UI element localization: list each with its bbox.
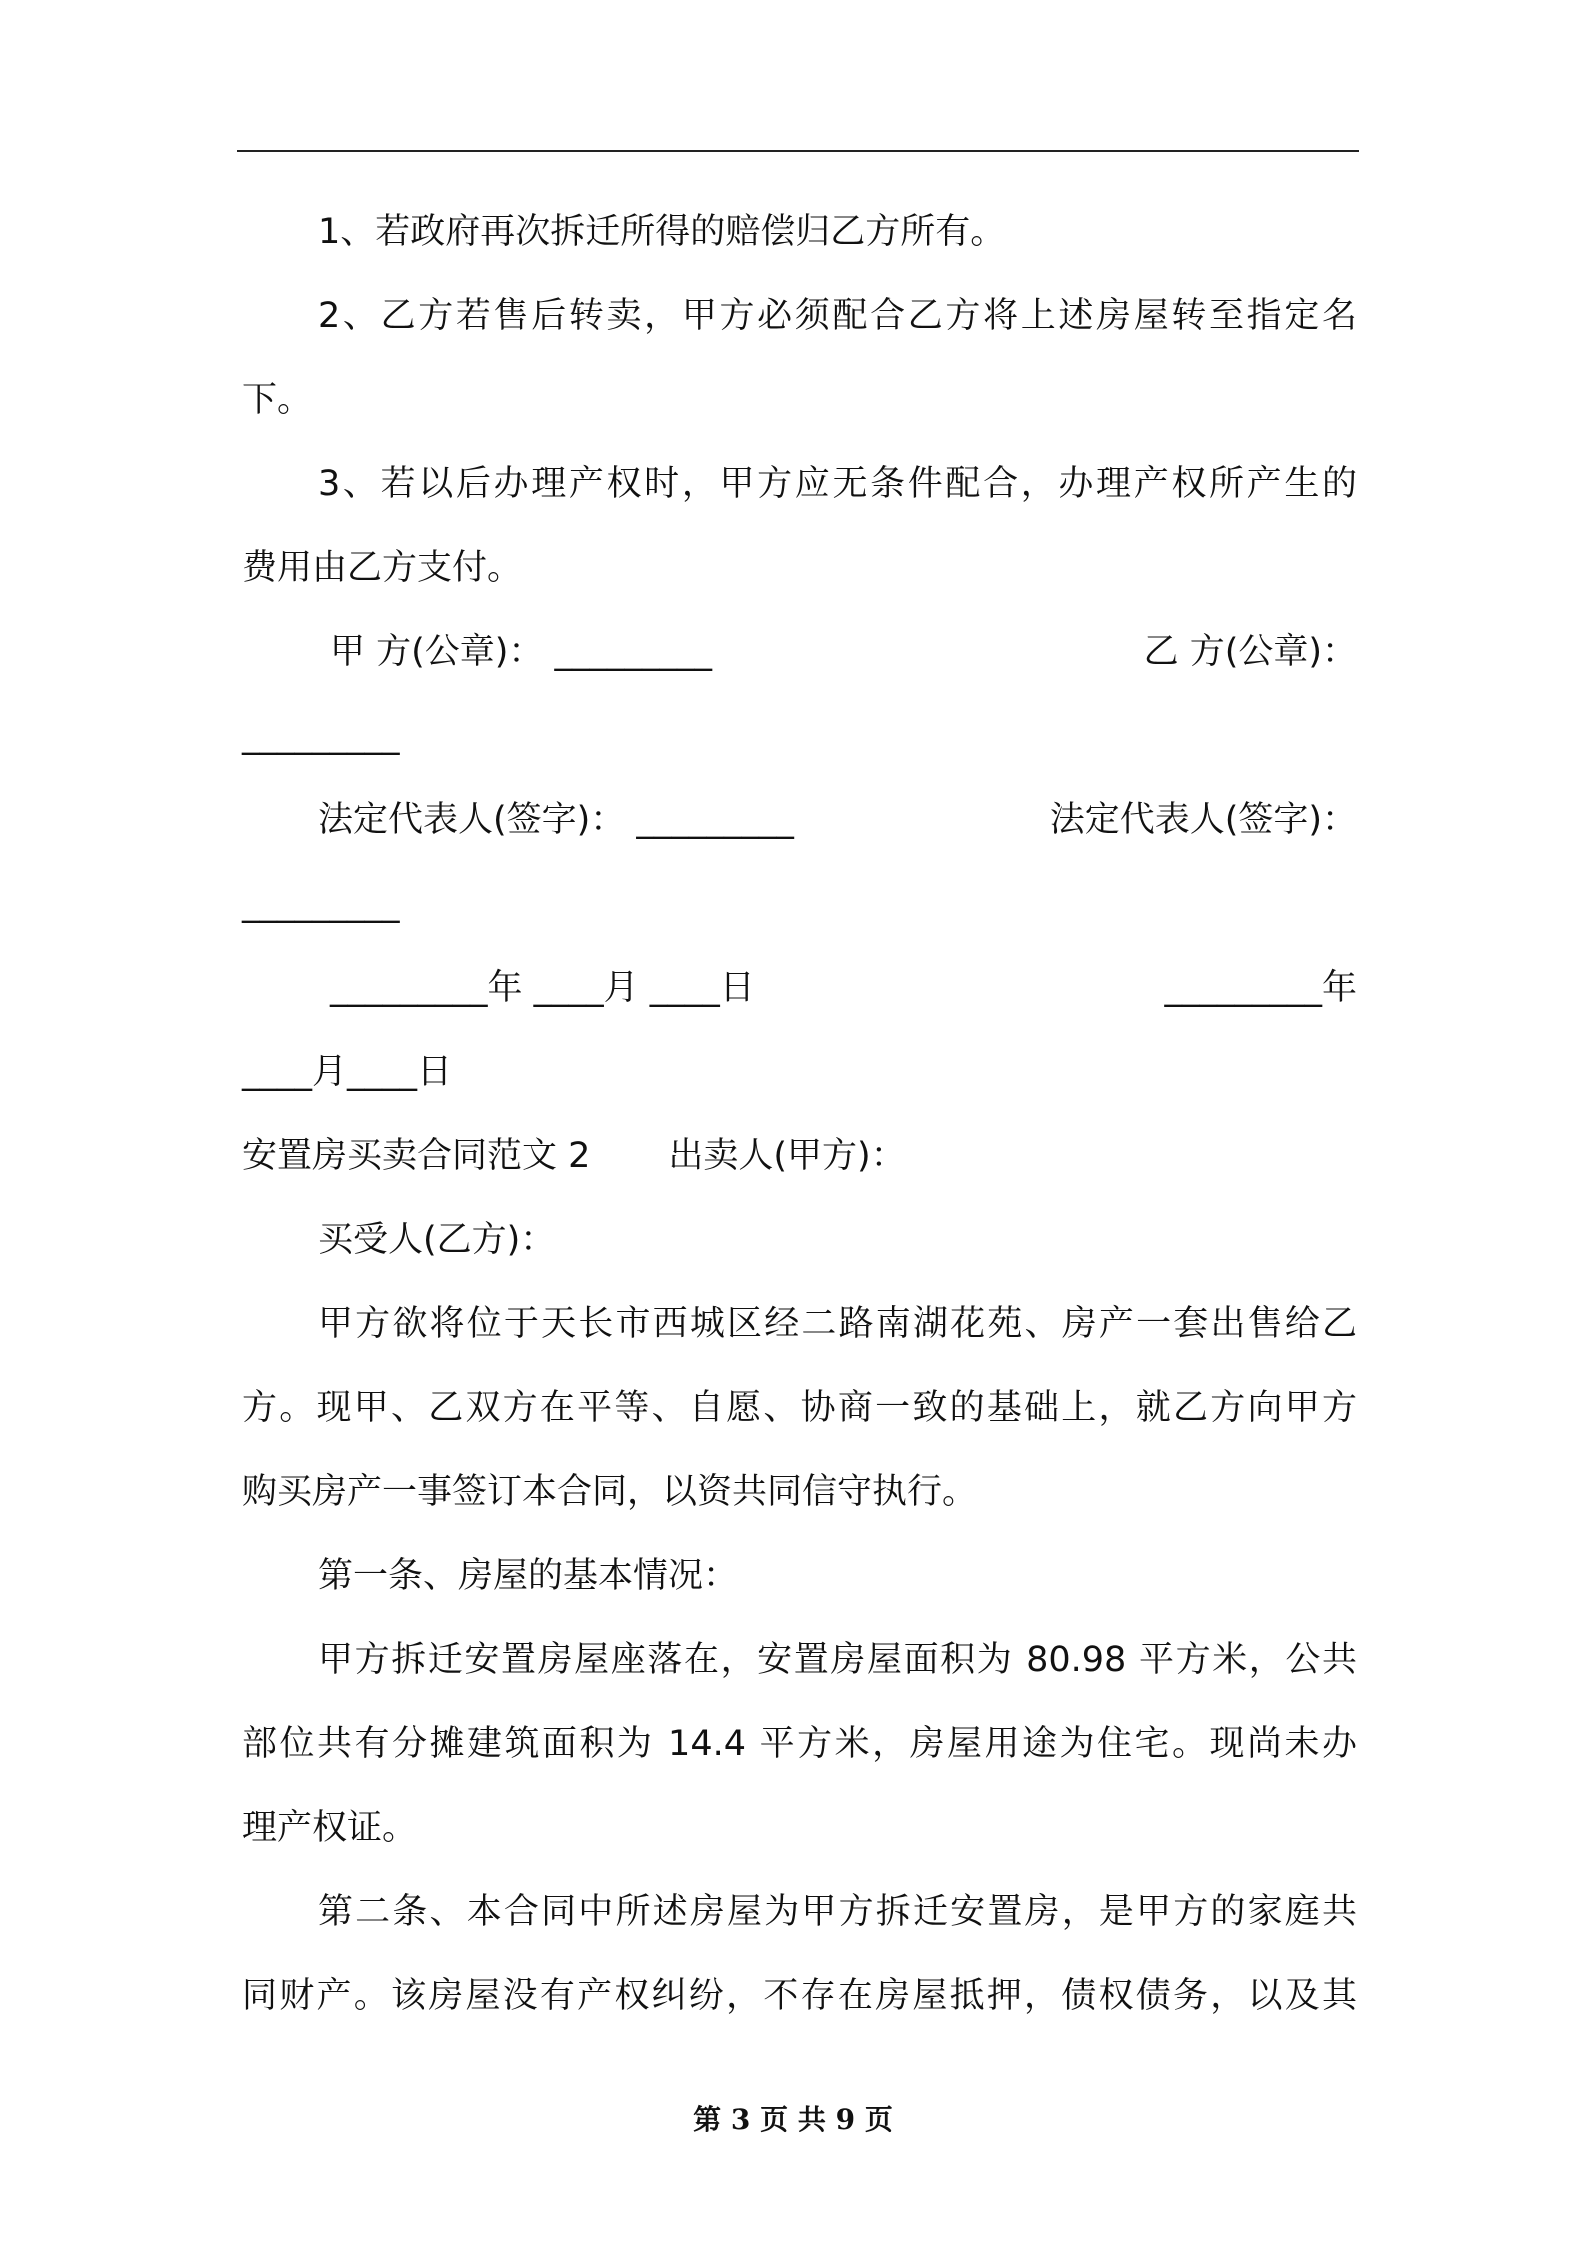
article-2-line-2: 同财产。该房屋没有产权纠纷，不存在房屋抵押，债权债务，以及其	[242, 1976, 1357, 2016]
section2-title-row	[242, 1114, 1357, 1198]
section2-title: 安置房买卖合同范文 2	[242, 1136, 591, 1176]
seal-row	[242, 610, 1357, 694]
clause-3: 3、若以后办理产权时，甲方应无条件配合，办理产权所产生的	[318, 464, 1357, 504]
date-row	[242, 946, 1357, 1030]
party-a-seal: 甲 方(公章)： _________	[330, 632, 713, 672]
rep-blank: _________	[242, 884, 400, 924]
article-1-line-1: 甲方拆迁安置房屋座落在，安置房屋面积为 80.98 平方米，公共	[318, 1640, 1357, 1680]
article-1-heading: 第一条、房屋的基本情况：	[318, 1556, 739, 1596]
buyer-label: 买受人(乙方)：	[318, 1220, 556, 1260]
para-1-line-3: 购买房产一事签订本合同，以资共同信守执行。	[242, 1472, 978, 1512]
header-rule	[237, 150, 1359, 152]
seller-label: 出卖人(甲方)：	[668, 1136, 906, 1176]
clause-1: 1、若政府再次拆迁所得的赔偿归乙方所有。	[318, 212, 1006, 252]
party-b-rep: 法定代表人(签字)：	[1049, 800, 1357, 840]
article-1-line-3: 理产权证。	[242, 1808, 418, 1848]
party-a-date: _________年 ____月 ____日	[330, 968, 755, 1008]
clause-2-cont: 下。	[242, 380, 313, 420]
party-a-rep: 法定代表人(签字)： _________	[318, 800, 794, 840]
clause-2: 2、乙方若售后转卖，甲方必须配合乙方将上述房屋转至指定名	[318, 296, 1357, 336]
rep-row	[242, 778, 1357, 862]
page-number: 第 3 页 共 9 页	[693, 2103, 893, 2136]
para-1-line-2: 方。现甲、乙双方在平等、自愿、协商一致的基础上，就乙方向甲方	[242, 1388, 1357, 1428]
article-2-line-1: 第二条、本合同中所述房屋为甲方拆迁安置房，是甲方的家庭共	[318, 1892, 1357, 1932]
clause-3-cont: 费用由乙方支付。	[242, 548, 523, 588]
article-1-line-2: 部位共有分摊建筑面积为 14.4 平方米，房屋用途为住宅。现尚未办	[242, 1724, 1357, 1764]
party-b-seal: 乙 方(公章)：	[1143, 632, 1357, 672]
para-1-line-1: 甲方欲将位于天长市西城区经二路南湖花苑、房产一套出售给乙	[318, 1304, 1357, 1344]
seal-blank: _________	[242, 716, 400, 756]
date-cont: ____月____日	[242, 1052, 453, 1092]
party-b-date-year: _________年	[1164, 968, 1357, 1008]
document-body	[242, 190, 1357, 2038]
